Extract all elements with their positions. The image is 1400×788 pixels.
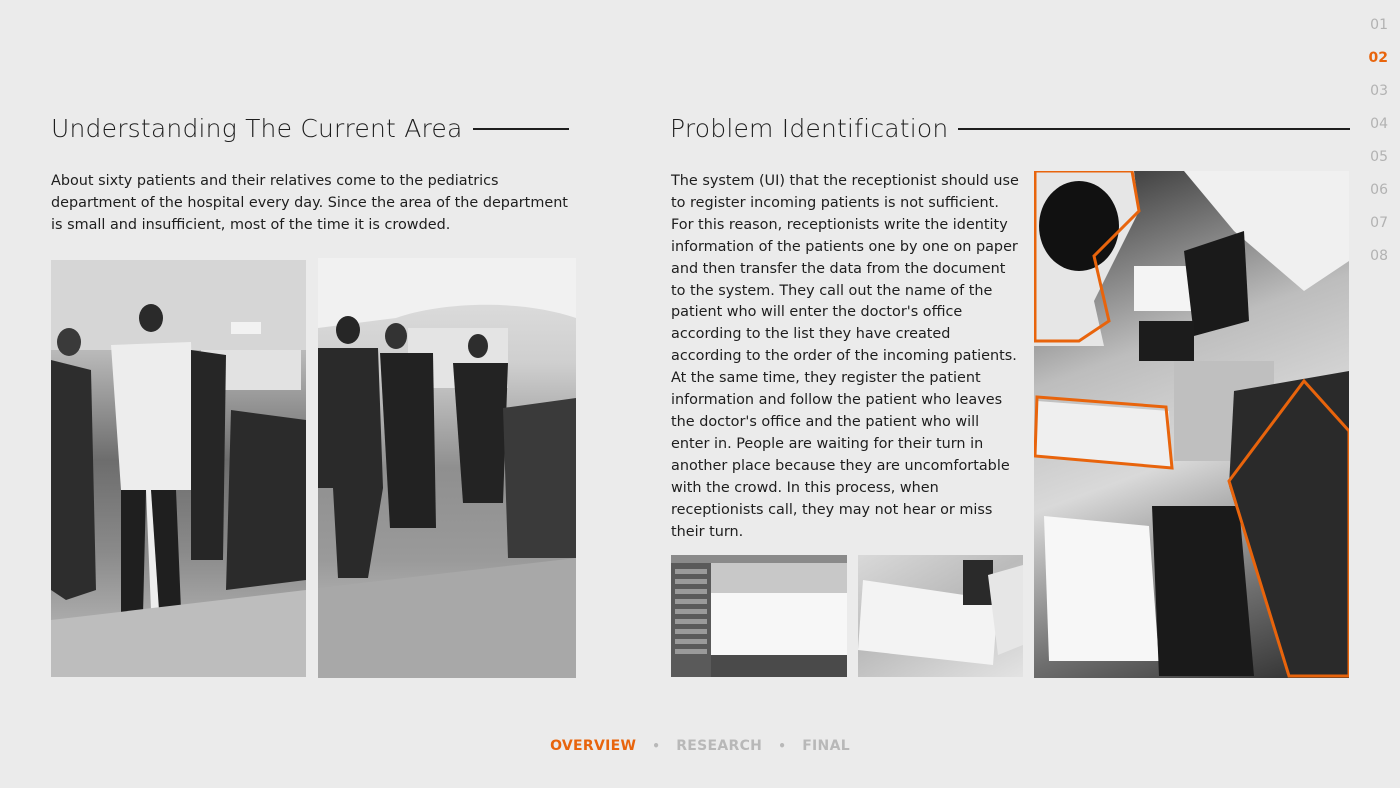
page-number-01[interactable]: 01 [1370,17,1388,33]
current-area-paragraph: About sixty patients and their relatives come to the pediatrics department of the hospital every day. Since the area of the department is small and insufficient, most of the time it is crowded. [51,173,568,233]
page-number-03[interactable]: 03 [1370,83,1388,99]
section-heading-current-area [51,114,576,143]
nav-separator: • [652,739,661,753]
waiting-room-photo-2 [318,258,576,678]
page-number-nav [1369,14,1388,278]
page-number-04[interactable]: 04 [1370,116,1388,132]
registration-system-screenshot [671,555,847,677]
section-title: Problem Identification [670,114,949,143]
problem-paragraph: The system (UI) that the receptionist should use to register incoming patients is not sufficient. For this reason, receptionists write the identity information of the patients one by one on paper and then transfer the data from the document to the system. They call out the name of the patient who will enter the doctor's office according to the list they have created according to the order of the incoming patients. At the same time, they register the patient information and follow the patient who leaves the doctor's office and the patient who will enter in. People are waiting for their turn in another place because they are uncomfortable with the crowd. In this process, when receptionists call, they may not hear or miss their turn. [671,173,1019,540]
nav-research[interactable]: RESEARCH [676,738,763,754]
section-nav [0,738,1400,754]
heading-rule [473,128,569,130]
waiting-room-photo-1 [51,260,306,677]
page-number-02[interactable]: 02 [1368,50,1388,66]
nav-final[interactable]: FINAL [802,738,850,754]
section-heading-problem [670,114,1350,143]
page-number-08[interactable]: 08 [1370,248,1388,264]
nav-overview[interactable]: OVERVIEW [550,738,637,754]
paper-list-photo [858,555,1023,677]
section-title: Understanding The Current Area [51,114,463,143]
page-number-05[interactable]: 05 [1370,149,1388,165]
reception-desk-photo [1034,171,1349,678]
nav-separator: • [778,739,787,753]
page-number-07[interactable]: 07 [1370,215,1388,231]
page-number-06[interactable]: 06 [1370,182,1388,198]
heading-rule [958,128,1350,130]
